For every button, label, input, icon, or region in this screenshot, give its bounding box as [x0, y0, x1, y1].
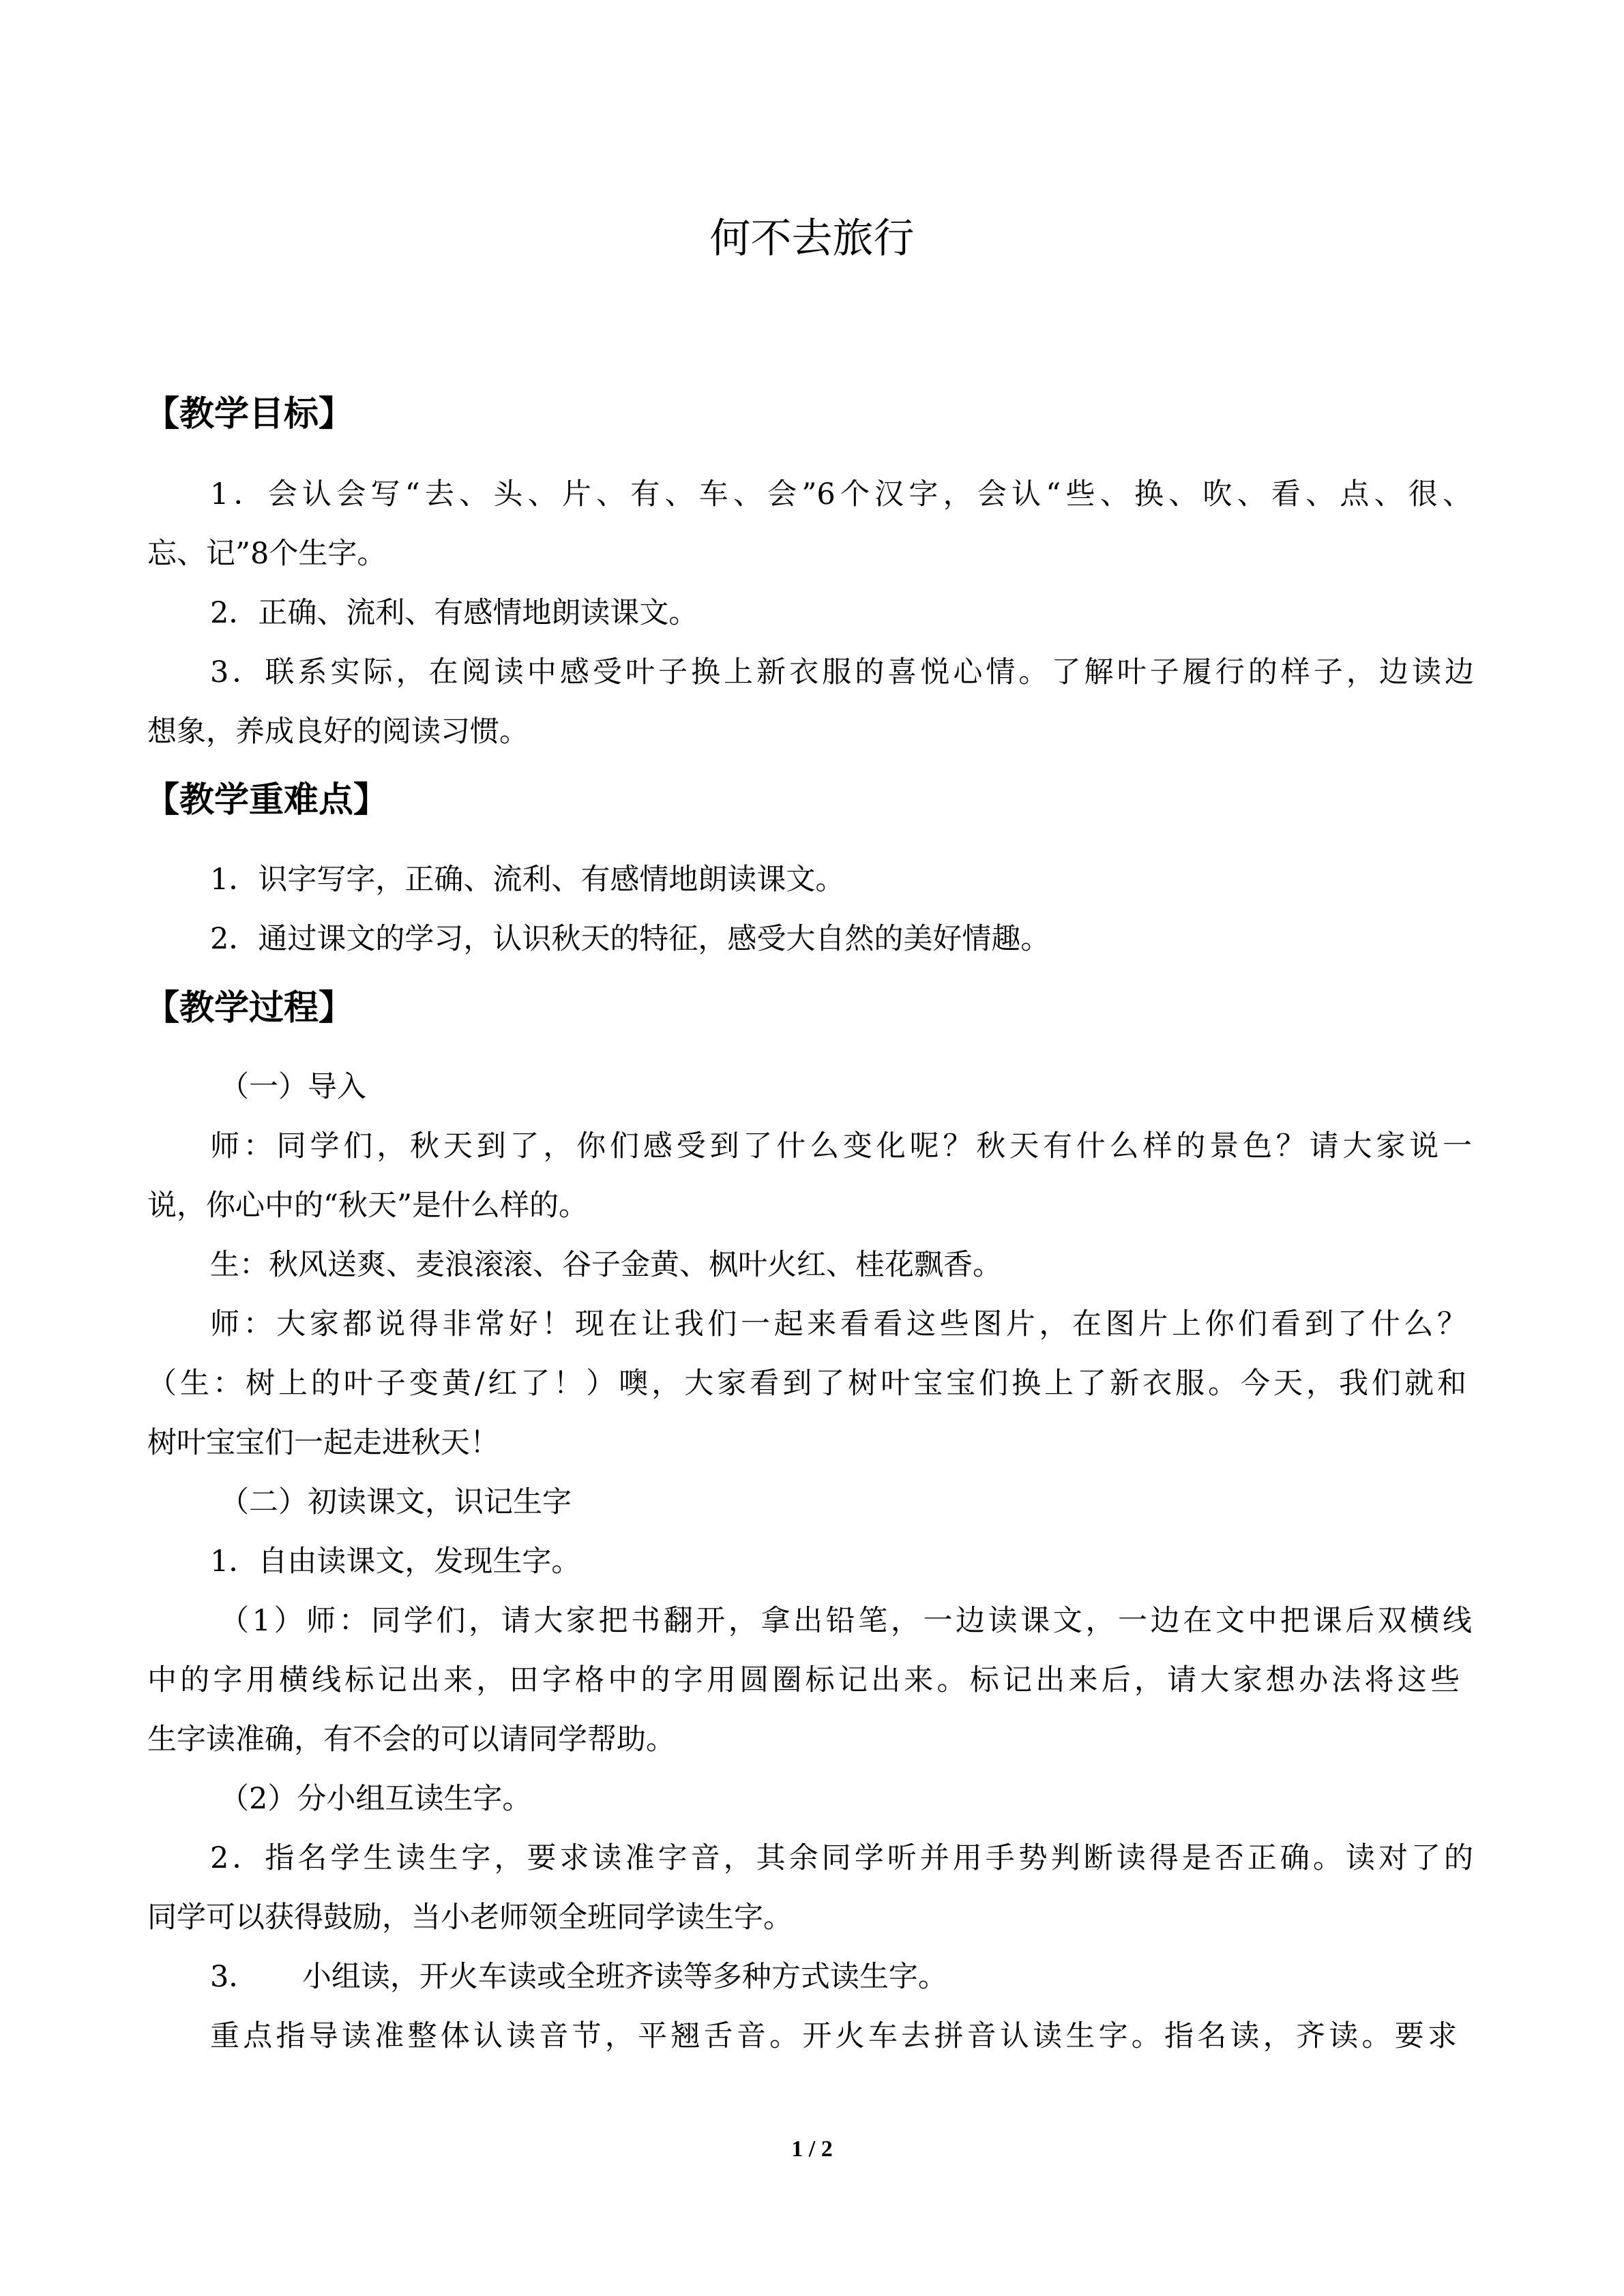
paragraph-line: 2．指名学生读生字，要求读准字音，其余同学听并用手势判断读得是否正确。读对了的	[210, 1841, 1473, 1875]
paragraph-line: 生：秋风送爽、麦浪滚滚、谷子金黄、枫叶火红、桂花飘香。	[210, 1248, 1002, 1282]
paragraph-line: 1．会认会写“去、头、片、有、车、会”6个汉字，会认“些、换、吹、看、点、很、	[210, 477, 1472, 511]
section-heading-objectives: 【教学目标】	[145, 393, 354, 434]
page-number: 1 / 2	[791, 2136, 833, 2162]
paragraph-line: 3．联系实际，在阅读中感受叶子换上新衣服的喜悦心情。了解叶子履行的样子，边读边	[210, 655, 1474, 689]
section-heading-process: 【教学过程】	[145, 987, 354, 1028]
paragraph-line: 树叶宝宝们一起走进秋天！	[147, 1426, 499, 1460]
paragraph-line: 1．识字写字，正确、流利、有感情地朗读课文。	[210, 863, 845, 897]
paragraph-line: 生字读准确，有不会的可以请同学帮助。	[147, 1723, 675, 1757]
paragraph-line: 3． 小组读，开火车读或全班齐读等多种方式读生字。	[210, 1960, 947, 1994]
paragraph-line: 2．正确、流利、有感情地朗读课文。	[210, 596, 698, 630]
paragraph-line: （1）师：同学们，请大家把书翻开，拿出铅笔，一边读课文，一边在文中把课后双横线	[220, 1604, 1472, 1638]
paragraph-line: 2．通过课文的学习，认识秋天的特征，感受大自然的美好情趣。	[210, 922, 1050, 956]
document-title: 何不去旅行	[709, 215, 915, 263]
paragraph-line: 说，你心中的“秋天”是什么样的。	[147, 1189, 588, 1223]
paragraph-line: 1．自由读课文，发现生字。	[210, 1545, 581, 1579]
paragraph-line: （生：树上的叶子变黄/红了！）噢，大家看到了树叶宝宝们换上了新衣服。今天，我们就和	[147, 1367, 1466, 1401]
paragraph-line: 重点指导读准整体认读音节，平翘舌音。开火车去拼音认读生字。指名读，齐读。要求	[210, 2019, 1457, 2053]
paragraph-line: 想象，养成良好的阅读习惯。	[147, 715, 529, 749]
paragraph-line: （一）导入	[220, 1070, 366, 1104]
paragraph-line: 中的字用横线标记出来，田字格中的字用圆圈标记出来。标记出来后，请大家想办法将这些	[147, 1663, 1460, 1697]
paragraph-line: 同学可以获得鼓励，当小老师领全班同学读生字。	[147, 1900, 793, 1935]
paragraph-line: 忘、记”8个生字。	[147, 537, 387, 571]
section-heading-key-points: 【教学重难点】	[145, 779, 389, 820]
paragraph-line: （2）分小组互读生字。	[220, 1782, 532, 1816]
paragraph-line: 师：大家都说得非常好！现在让我们一起来看看这些图片，在图片上你们看到了什么？	[210, 1307, 1466, 1341]
paragraph-line: （二）初读课文，识记生字	[220, 1485, 572, 1519]
paragraph-line: 师：同学们，秋天到了，你们感受到了什么变化呢？秋天有什么样的景色？请大家说一	[210, 1129, 1472, 1163]
